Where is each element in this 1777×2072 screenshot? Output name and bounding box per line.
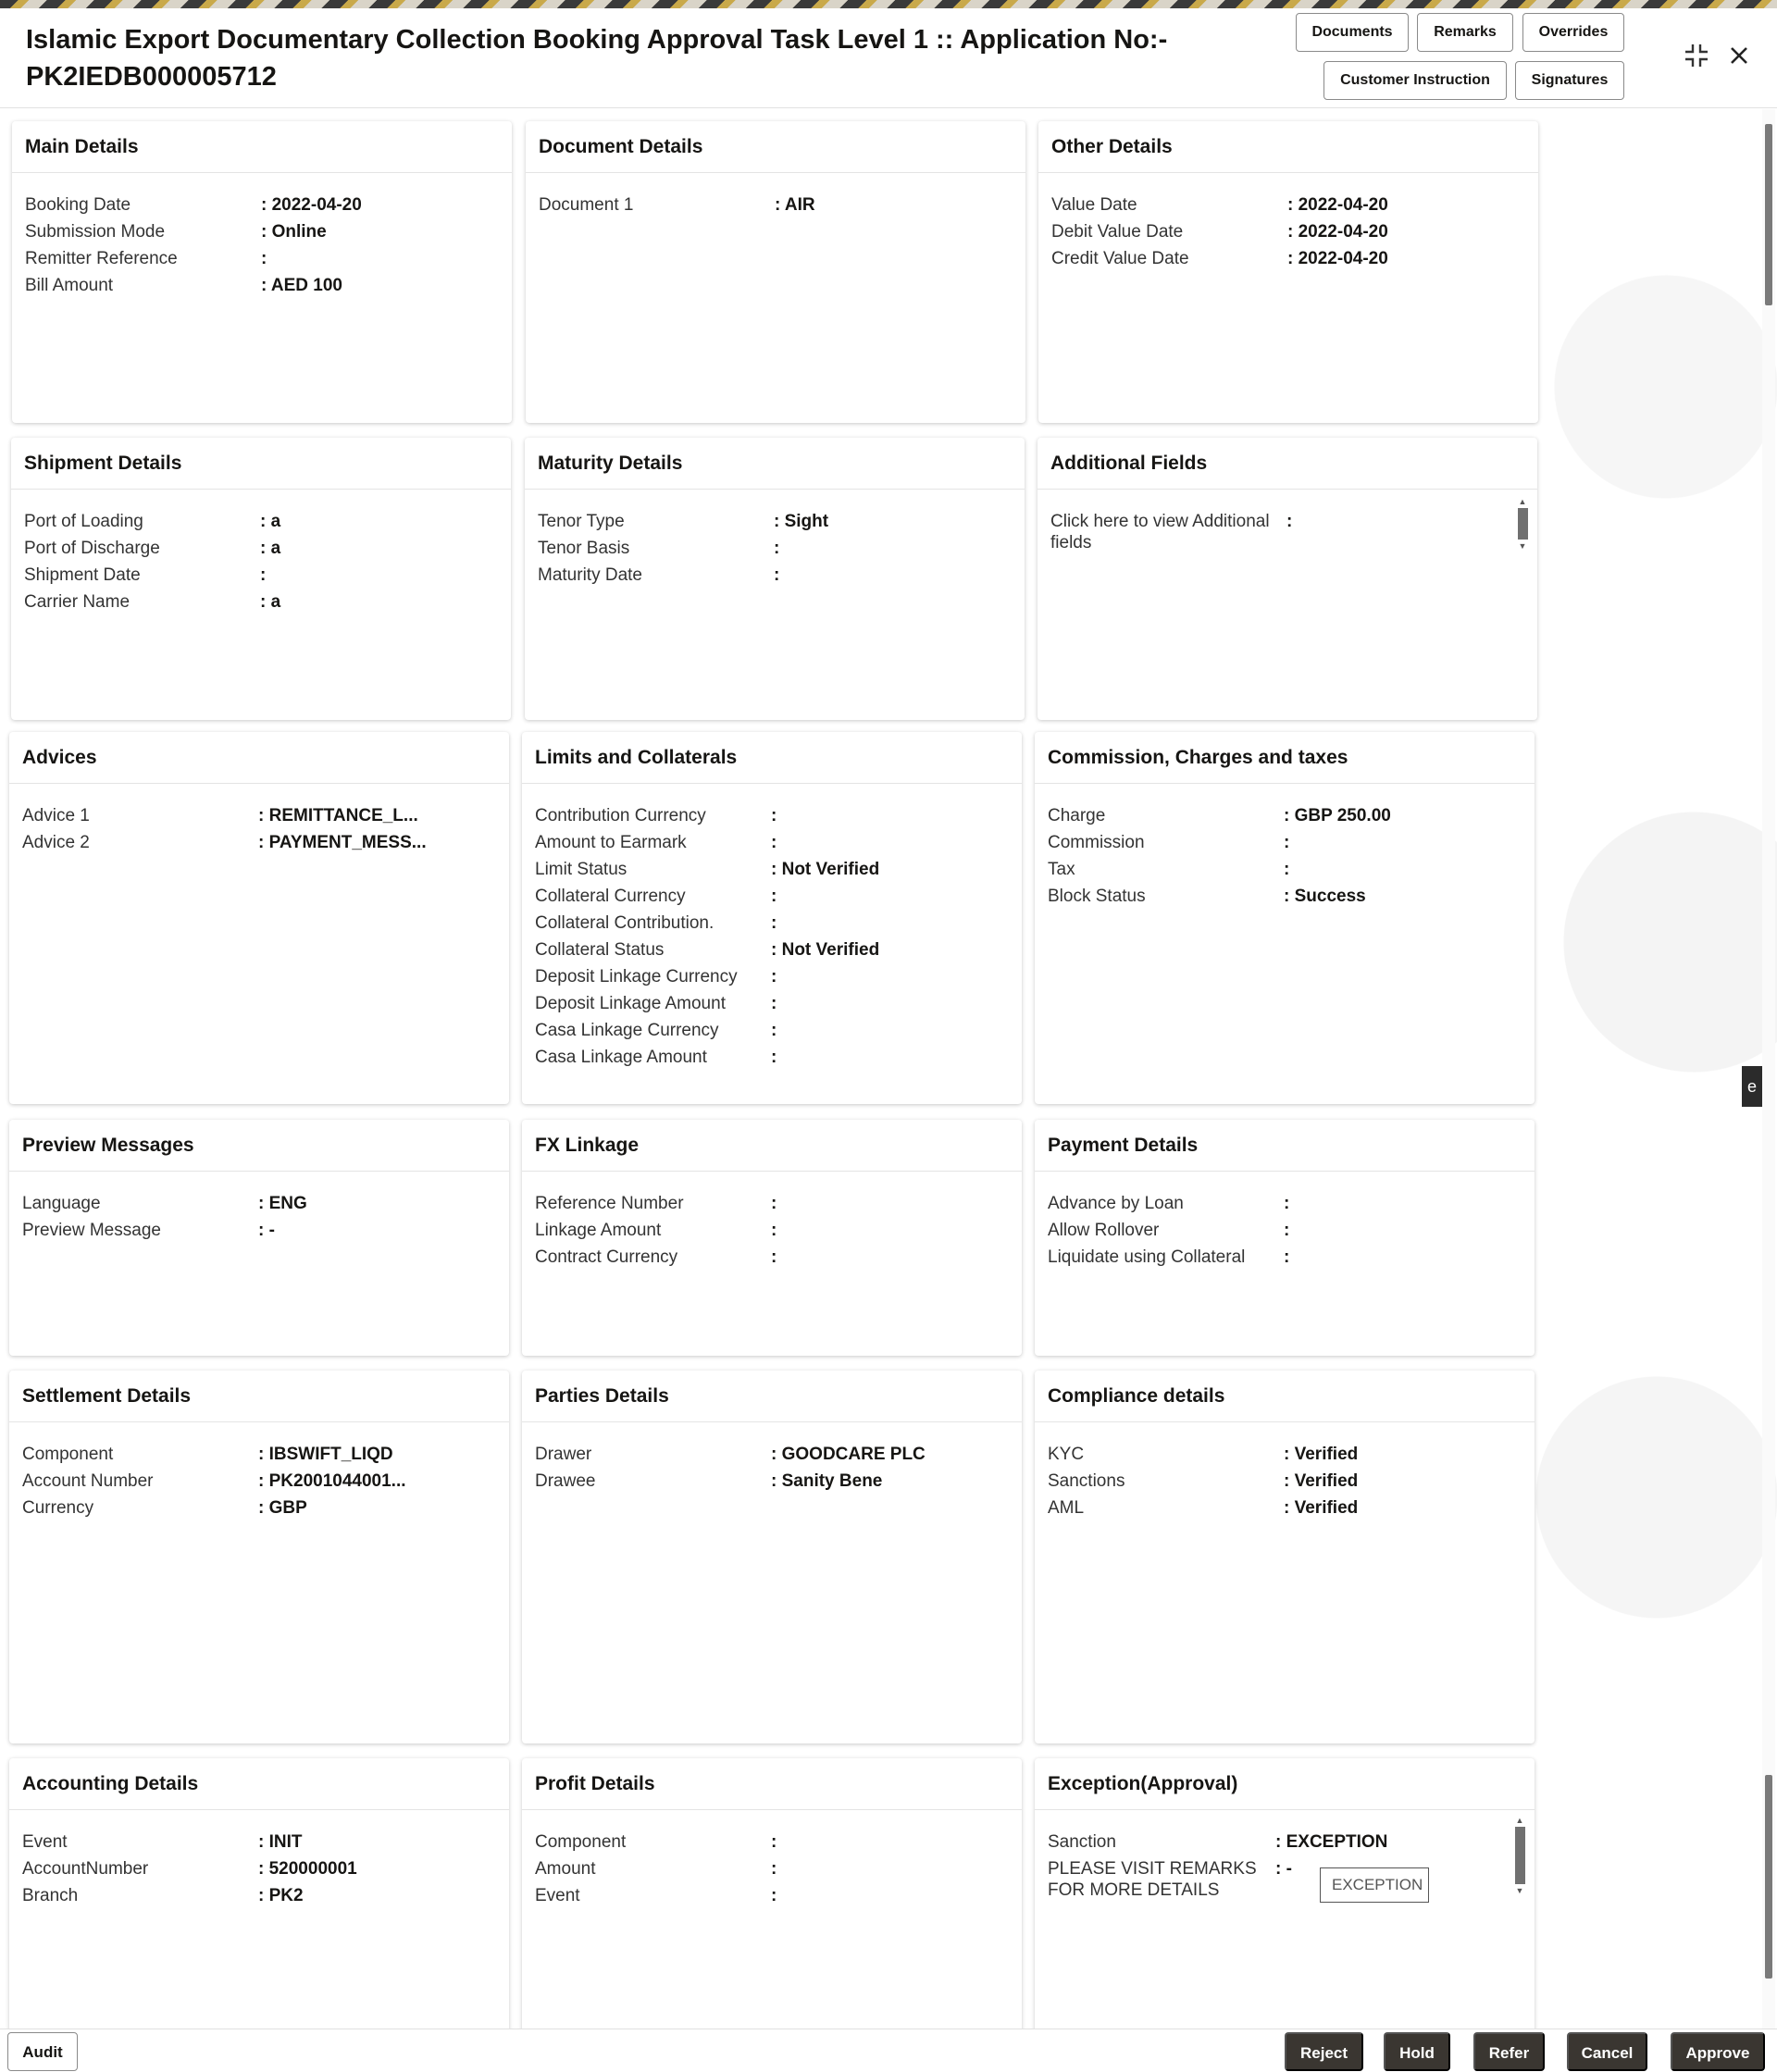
- overrides-button[interactable]: Overrides: [1522, 13, 1624, 52]
- detail-label: Reference Number: [535, 1194, 684, 1213]
- detail-label: Limit Status: [535, 860, 628, 879]
- detail-value: :: [771, 1021, 777, 1040]
- detail-label: AML: [1048, 1498, 1085, 1518]
- approve-button[interactable]: Approve: [1671, 2032, 1765, 2071]
- detail-row: [535, 883, 1009, 910]
- detail-row: [535, 1044, 1009, 1071]
- detail-row: [535, 1190, 1009, 1217]
- detail-row: [1048, 802, 1522, 829]
- detail-row: [535, 963, 1009, 990]
- detail-row: [535, 856, 1009, 883]
- page-title: Islamic Export Documentary Collection Booking Approval Task Level 1 :: Application No:- PK2IEDB000005712: [26, 25, 1168, 92]
- additional-fields-scrollbar[interactable]: [1517, 497, 1528, 551]
- detail-value: : a: [260, 512, 281, 531]
- exception-scrollbar[interactable]: [1514, 1816, 1525, 1895]
- scroll-thumb[interactable]: [1518, 508, 1528, 540]
- card-title: Preview Messages: [9, 1120, 509, 1172]
- detail-label: Deposit Linkage Amount: [535, 994, 726, 1013]
- detail-row: [22, 1468, 496, 1495]
- detail-value: : GBP: [258, 1498, 307, 1518]
- detail-label: Drawee: [535, 1471, 596, 1491]
- card-title: Additional Fields: [1038, 438, 1537, 490]
- detail-label: KYC: [1048, 1445, 1085, 1464]
- detail-value: : REMITTANCE_L...: [258, 806, 418, 825]
- card-title: Compliance details: [1035, 1371, 1535, 1422]
- maturity-details-card: [525, 438, 1025, 720]
- detail-row: [1048, 1244, 1522, 1271]
- detail-value: :: [1284, 860, 1290, 879]
- detail-label: AccountNumber: [22, 1859, 149, 1879]
- detail-row: [535, 1882, 1009, 1909]
- detail-row: [535, 1855, 1009, 1882]
- detail-value: :: [771, 1859, 777, 1879]
- scroll-down-icon[interactable]: ▼: [1518, 541, 1527, 551]
- detail-row: [25, 272, 499, 299]
- row-separator: :: [1286, 512, 1293, 531]
- detail-value: :: [771, 1832, 777, 1852]
- close-icon[interactable]: [1725, 42, 1753, 75]
- card-title: Profit Details: [522, 1758, 1022, 1810]
- detail-row: [538, 535, 1012, 562]
- detail-row: [1051, 218, 1525, 245]
- detail-value: : 2022-04-20: [1287, 195, 1388, 215]
- detail-label: Value Date: [1051, 195, 1137, 215]
- detail-row: [25, 218, 499, 245]
- detail-row: [22, 1882, 496, 1909]
- sanction-row: [1048, 1829, 1522, 1855]
- detail-label: Maturity Date: [538, 565, 642, 585]
- detail-row: [24, 589, 498, 615]
- card-title: Settlement Details: [9, 1371, 509, 1422]
- detail-value: :: [771, 1048, 777, 1067]
- scroll-thumb[interactable]: [1515, 1827, 1525, 1884]
- detail-label: Currency: [22, 1498, 94, 1518]
- detail-value: :: [1284, 1221, 1290, 1240]
- card-title: Limits and Collaterals: [522, 732, 1022, 784]
- detail-value: :: [771, 1221, 777, 1240]
- detail-label: Block Status: [1048, 887, 1146, 906]
- detail-row: [535, 990, 1009, 1017]
- cancel-button[interactable]: Cancel: [1567, 2032, 1647, 2071]
- exception-approval-card: [1035, 1758, 1535, 2036]
- remarks-value: : -: [1275, 1859, 1292, 1879]
- payment-details-card: [1035, 1120, 1535, 1356]
- detail-row: [25, 245, 499, 272]
- detail-value: :: [771, 806, 777, 825]
- remarks-button[interactable]: Remarks: [1417, 13, 1513, 52]
- detail-value: :: [1284, 1194, 1290, 1213]
- detail-value: : AED 100: [261, 276, 342, 295]
- detail-label: Advice 1: [22, 806, 90, 825]
- card-title: Maturity Details: [525, 438, 1025, 490]
- additional-fields-link-line1[interactable]: Click here to view Additional: [1050, 512, 1270, 531]
- detail-value: : ENG: [258, 1194, 307, 1213]
- detail-row: [535, 937, 1009, 963]
- detail-value: :: [771, 887, 777, 906]
- detail-label: Debit Value Date: [1051, 222, 1184, 242]
- detail-row: [22, 1217, 496, 1244]
- detail-label: Collateral Contribution.: [535, 913, 715, 933]
- detail-value: : Online: [261, 222, 327, 242]
- detail-label: Casa Linkage Amount: [535, 1048, 707, 1067]
- refer-button[interactable]: Refer: [1473, 2032, 1545, 2071]
- detail-value: : a: [260, 539, 281, 558]
- card-title: Parties Details: [522, 1371, 1022, 1422]
- detail-value: : INIT: [258, 1832, 303, 1852]
- detail-value: : Verified: [1284, 1471, 1359, 1491]
- detail-value: : 520000001: [258, 1859, 357, 1879]
- detail-row: [22, 1855, 496, 1882]
- audit-button[interactable]: Audit: [7, 2032, 78, 2071]
- document-details-card: [526, 121, 1025, 423]
- additional-fields-card: [1038, 438, 1537, 720]
- detail-row: [539, 192, 1013, 218]
- detail-value: :: [771, 1886, 777, 1905]
- scroll-up-icon[interactable]: ▲: [1518, 497, 1527, 506]
- parties-details-card: [522, 1371, 1022, 1743]
- additional-fields-link-line2[interactable]: fields: [1050, 533, 1092, 552]
- detail-label: Bill Amount: [25, 276, 114, 295]
- detail-label: Tax: [1048, 860, 1075, 879]
- detail-row: [24, 508, 498, 535]
- detail-label: Account Number: [22, 1471, 154, 1491]
- detail-value: :: [774, 565, 780, 585]
- card-title: Payment Details: [1035, 1120, 1535, 1172]
- card-title: FX Linkage: [522, 1120, 1022, 1172]
- card-title: Advices: [9, 732, 509, 784]
- detail-label: Event: [535, 1886, 580, 1905]
- sanction-value: : EXCEPTION: [1275, 1832, 1388, 1852]
- accounting-details-card: [9, 1758, 509, 2036]
- side-tab[interactable]: e: [1742, 1066, 1762, 1107]
- compress-icon[interactable]: [1683, 42, 1710, 75]
- detail-label: Sanctions: [1048, 1471, 1125, 1491]
- page-header: [0, 8, 1777, 108]
- detail-value: :: [260, 565, 267, 585]
- detail-row: [1048, 829, 1522, 856]
- scroll-thumb[interactable]: [1765, 1775, 1772, 1979]
- detail-row: [22, 1495, 496, 1521]
- remarks-label-line2: FOR MORE DETAILS: [1048, 1880, 1220, 1900]
- detail-label: Casa Linkage Currency: [535, 1021, 719, 1040]
- detail-row: [1048, 1495, 1522, 1521]
- top-banner-strip: [0, 0, 1777, 8]
- detail-row: [24, 535, 498, 562]
- detail-value: : Not Verified: [771, 860, 880, 879]
- detail-row: [25, 192, 499, 218]
- commission-charges-card: [1035, 732, 1535, 1104]
- customer-instruction-button[interactable]: Customer Instruction: [1323, 61, 1507, 100]
- hold-button[interactable]: Hold: [1384, 2032, 1450, 2071]
- card-title: Accounting Details: [9, 1758, 509, 1810]
- detail-value: :: [771, 994, 777, 1013]
- detail-row: [538, 508, 1012, 535]
- detail-value: : Verified: [1284, 1498, 1359, 1518]
- detail-label: Advice 2: [22, 833, 90, 852]
- card-title: Commission, Charges and taxes: [1035, 732, 1535, 784]
- remarks-label: [1048, 1858, 1275, 1901]
- sanction-label: Sanction: [1048, 1832, 1116, 1852]
- detail-row: [1048, 1190, 1522, 1217]
- detail-row: [535, 829, 1009, 856]
- additional-fields-link[interactable]: [1050, 508, 1286, 553]
- detail-row: [1048, 883, 1522, 910]
- detail-value: : -: [258, 1221, 275, 1240]
- detail-row: [1048, 1217, 1522, 1244]
- detail-row: [538, 562, 1012, 589]
- detail-label: Carrier Name: [24, 592, 130, 612]
- detail-row: [22, 1829, 496, 1855]
- detail-row: [1048, 856, 1522, 883]
- profit-details-card: [522, 1758, 1022, 2036]
- detail-value: : Success: [1284, 887, 1366, 906]
- detail-row: [535, 1468, 1009, 1495]
- fx-linkage-card: [522, 1120, 1022, 1356]
- detail-row: [535, 1244, 1009, 1271]
- detail-value: :: [1284, 833, 1290, 852]
- detail-label: Component: [535, 1832, 627, 1852]
- detail-value: : AIR: [775, 195, 815, 215]
- compliance-details-card: [1035, 1371, 1535, 1743]
- limits-collaterals-card: [522, 732, 1022, 1104]
- detail-row: [535, 1441, 1009, 1468]
- detail-label: Booking Date: [25, 195, 131, 215]
- detail-label: Advance by Loan: [1048, 1194, 1184, 1213]
- detail-label: Liquidate using Collateral: [1048, 1247, 1246, 1267]
- settlement-details-card: [9, 1371, 509, 1743]
- detail-value: : 2022-04-20: [1287, 222, 1388, 242]
- detail-row: [535, 1017, 1009, 1044]
- card-title: Shipment Details: [11, 438, 511, 490]
- detail-label: Credit Value Date: [1051, 249, 1189, 268]
- detail-value: :: [771, 1247, 777, 1267]
- detail-row: [535, 910, 1009, 937]
- detail-label: Drawer: [535, 1445, 592, 1464]
- detail-label: Linkage Amount: [535, 1221, 662, 1240]
- detail-label: Contribution Currency: [535, 806, 706, 825]
- detail-row: [535, 802, 1009, 829]
- detail-label: Contract Currency: [535, 1247, 678, 1267]
- detail-value: :: [1284, 1247, 1290, 1267]
- detail-label: Preview Message: [22, 1221, 161, 1240]
- card-title: Document Details: [526, 121, 1025, 173]
- page-scrollbar[interactable]: [1762, 109, 1775, 2029]
- scroll-thumb[interactable]: [1765, 124, 1772, 305]
- detail-label: Port of Discharge: [24, 539, 160, 558]
- detail-value: :: [771, 913, 777, 933]
- detail-label: Shipment Date: [24, 565, 141, 585]
- detail-label: Event: [22, 1832, 68, 1852]
- other-details-card: [1038, 121, 1538, 423]
- shipment-details-card: [11, 438, 511, 720]
- detail-value: :: [771, 967, 777, 986]
- detail-row: [22, 1441, 496, 1468]
- detail-value: : PK2: [258, 1886, 304, 1905]
- detail-label: Branch: [22, 1886, 79, 1905]
- detail-row: [1051, 192, 1525, 218]
- detail-label: Charge: [1048, 806, 1106, 825]
- card-title: Main Details: [12, 121, 512, 173]
- exception-field[interactable]: EXCEPTION: [1320, 1867, 1429, 1903]
- remarks-label-line1: PLEASE VISIT REMARKS: [1048, 1859, 1257, 1879]
- main-details-card: [12, 121, 512, 423]
- detail-label: Port of Loading: [24, 512, 143, 531]
- detail-value: : Not Verified: [771, 940, 880, 960]
- detail-label: Tenor Basis: [538, 539, 630, 558]
- preview-messages-card: [9, 1120, 509, 1356]
- card-title: Exception(Approval): [1035, 1758, 1535, 1810]
- detail-value: : 2022-04-20: [1287, 249, 1388, 268]
- card-title: Other Details: [1038, 121, 1538, 173]
- detail-label: Collateral Currency: [535, 887, 686, 906]
- detail-label: Deposit Linkage Currency: [535, 967, 738, 986]
- detail-row: [1048, 1441, 1522, 1468]
- detail-label: Amount: [535, 1859, 596, 1879]
- detail-label: Commission: [1048, 833, 1145, 852]
- detail-value: : 2022-04-20: [261, 195, 362, 215]
- detail-value: : GOODCARE PLC: [771, 1445, 926, 1464]
- advices-card: [9, 732, 509, 1104]
- detail-value: : IBSWIFT_LIQD: [258, 1445, 393, 1464]
- signatures-button[interactable]: Signatures: [1515, 61, 1624, 100]
- detail-row: [24, 562, 498, 589]
- detail-value: : PAYMENT_MESS...: [258, 833, 427, 852]
- detail-value: : a: [260, 592, 281, 612]
- detail-label: Amount to Earmark: [535, 833, 687, 852]
- detail-value: : Sight: [774, 512, 829, 531]
- detail-label: Submission Mode: [25, 222, 166, 242]
- detail-row: [535, 1829, 1009, 1855]
- detail-row: [1048, 1468, 1522, 1495]
- detail-value: : Verified: [1284, 1445, 1359, 1464]
- reject-button[interactable]: Reject: [1285, 2032, 1363, 2071]
- detail-value: :: [261, 249, 267, 268]
- detail-label: Component: [22, 1445, 114, 1464]
- scroll-down-icon[interactable]: ▼: [1515, 1886, 1524, 1895]
- detail-value: : Sanity Bene: [771, 1471, 883, 1491]
- content-area: [0, 109, 1777, 2029]
- detail-value: : PK2001044001...: [258, 1471, 406, 1491]
- remarks-row: [1048, 1858, 1522, 1901]
- detail-label: Collateral Status: [535, 940, 665, 960]
- detail-label: Language: [22, 1194, 101, 1213]
- detail-label: Allow Rollover: [1048, 1221, 1160, 1240]
- detail-row: [1051, 245, 1525, 272]
- detail-value: :: [774, 539, 780, 558]
- detail-value: :: [771, 1194, 777, 1213]
- detail-row: [535, 1217, 1009, 1244]
- detail-row: [22, 1190, 496, 1217]
- detail-value: :: [771, 833, 777, 852]
- detail-label: Document 1: [539, 195, 634, 215]
- documents-button[interactable]: Documents: [1296, 13, 1409, 52]
- detail-row: [22, 829, 496, 856]
- additional-fields-row: [1050, 508, 1524, 553]
- detail-label: Tenor Type: [538, 512, 625, 531]
- detail-row: [22, 802, 496, 829]
- scroll-up-icon[interactable]: ▲: [1515, 1816, 1524, 1825]
- detail-label: Remitter Reference: [25, 249, 178, 268]
- detail-value: : GBP 250.00: [1284, 806, 1391, 825]
